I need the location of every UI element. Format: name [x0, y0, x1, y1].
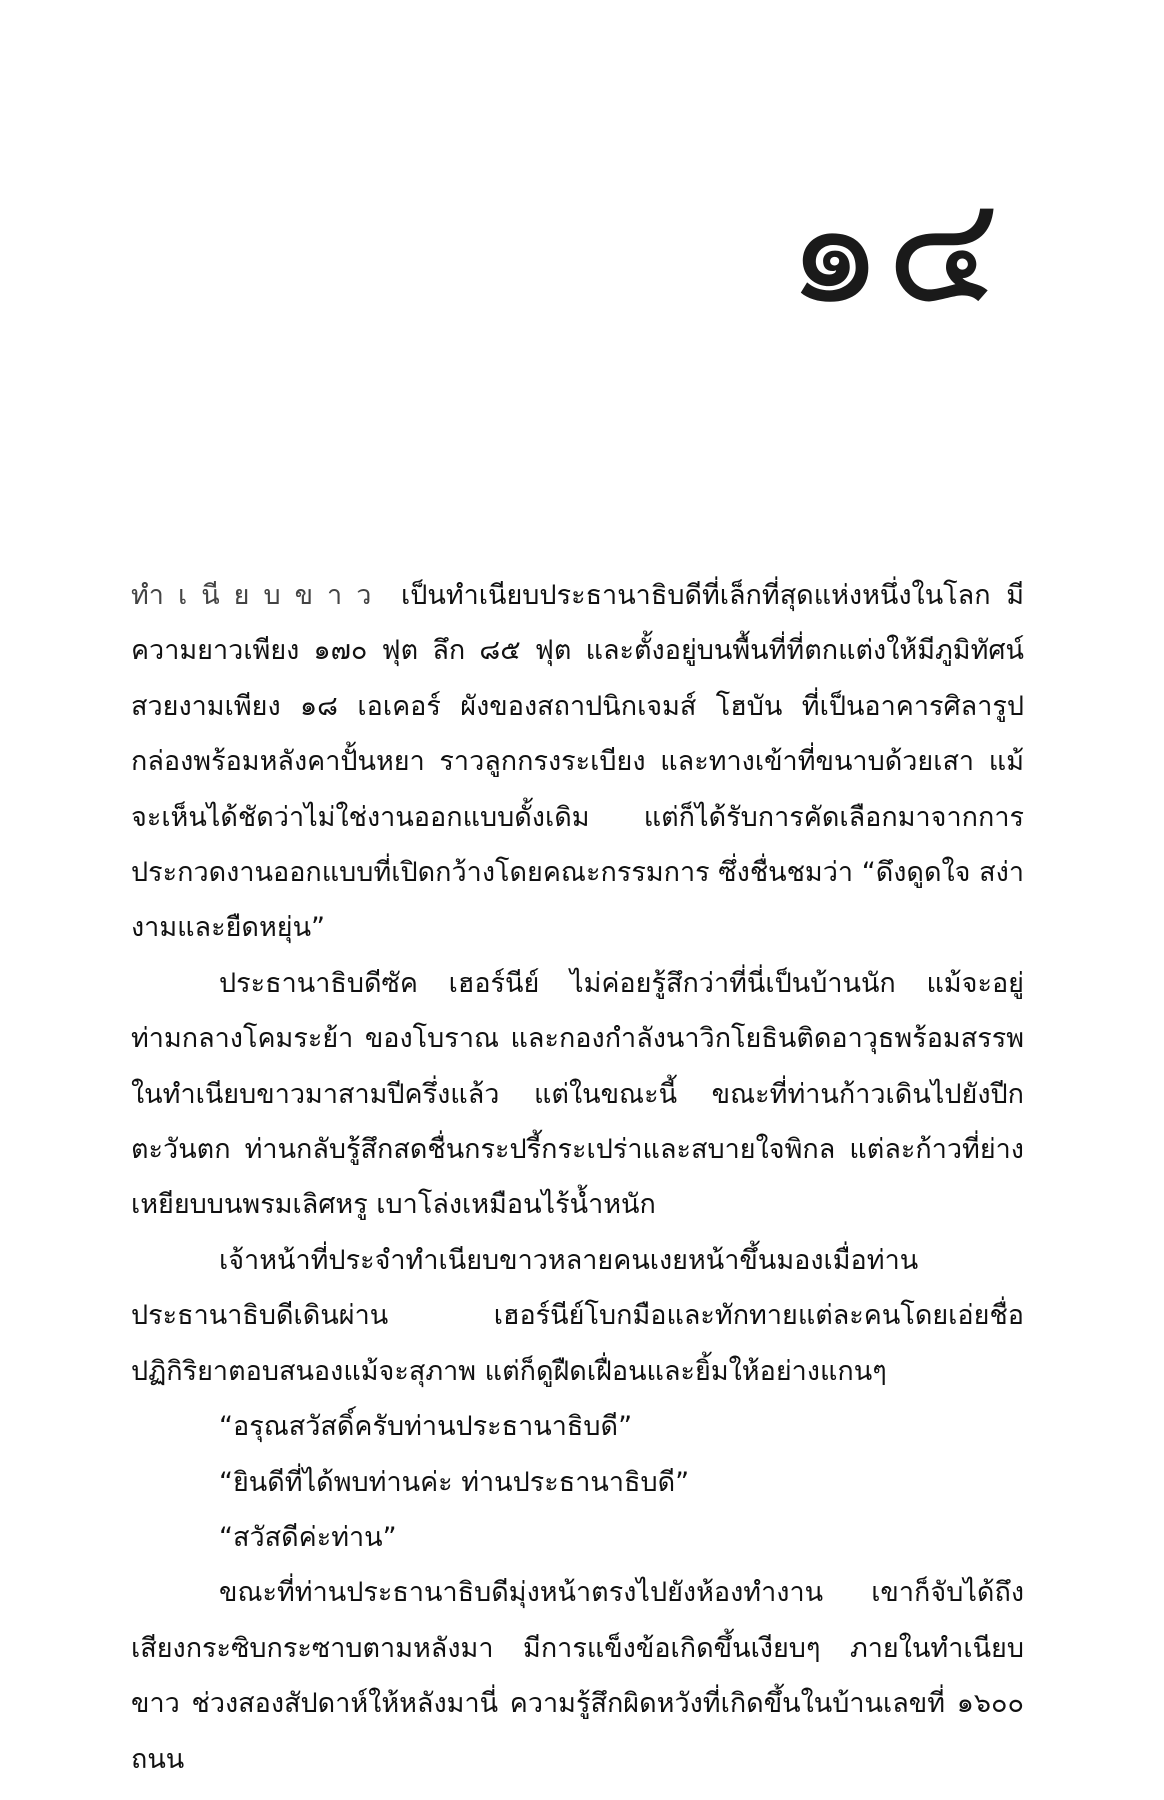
dialogue-line-2: “ยินดีที่ได้พบท่านค่ะ ท่านประธานาธิบดี” [219, 1466, 690, 1498]
lead-in-text: ทำเนียบขาว [131, 580, 386, 611]
dialogue-line-3: “สวัสดีค่ะท่าน” [219, 1521, 397, 1553]
paragraph-1-text: เป็นทำเนียบประธานาธิบดีที่เล็กที่สุดแห่งหนึ่งในโลก มีความยาวเพียง ๑๗๐ ฟุต ลึก ๘๕ ฟุต และตั้งอยู่บนพื้นที่ที่ตกแต่งให้มีภูมิทัศน์สวยงามเพียง ๑๘ เอเคอร์ ผังของสถาปนิกเจมส์ โฮบัน ที่เป็นอาคารศิลารูปกล่องพร้อมหลังคาปั้นหยา ราวลูกกรงระเบียง และทางเข้าที่ขนาบด้วยเสา แม้จะเห็นได้ชัดว่าไม่ใช่งานออกแบบดั้งเดิม แต่ก็ได้รับการคัดเลือกมาจากการประกวดงานออกแบบที่เปิดกว้างโดยคณะกรรมการ ซึ่งชื่นชมว่า “ดึงดูดใจ สง่างามและยืดหยุ่น” [131, 580, 1024, 944]
dialogue-line-1: “อรุณสวัสดิ์ครับท่านประธานาธิบดี” [219, 1411, 633, 1443]
chapter-number: ๑๔ [787, 163, 1004, 337]
paragraph-4: ขณะที่ท่านประธานาธิบดีมุ่งหน้าตรงไปยังห้องทำงาน เขาก็จับได้ถึงเสียงกระซิบกระซาบตามหลังมา มีการแข็งข้อเกิดขึ้นเงียบๆ ภายในทำเนียบขาว ช่วงสองสัปดาห์ให้หลังมานี่ ความรู้สึกผิดหวังที่เกิดขึ้นในบ้านเลขที่ ๑๖๐๐ ถนน [131, 1577, 1024, 1775]
paragraph-1 [131, 568, 1024, 956]
chapter-body [131, 568, 1024, 1787]
paragraph-3: เจ้าหน้าที่ประจำทำเนียบขาวหลายคนเงยหน้าขึ้นมองเมื่อท่านประธานาธิบดีเดินผ่าน เฮอร์นีย์โบกมือและทักทายแต่ละคนโดยเอ่ยชื่อ ปฏิกิริยาตอบสนองแม้จะสุภาพ แต่ก็ดูฝืดเฝื่อนและยิ้มให้อย่างแกนๆ [131, 1244, 1024, 1387]
paragraph-2: ประธานาธิบดีซัค เฮอร์นีย์ ไม่ค่อยรู้สึกว่าที่นี่เป็นบ้านนัก แม้จะอยู่ท่ามกลางโคมระย้า ของโบราณ และกองกำลังนาวิกโยธินติดอาวุธพร้อมสรรพในทำเนียบขาวมาสามปีครึ่งแล้ว แต่ในขณะนี้ ขณะที่ท่านก้าวเดินไปยังปีกตะวันตก ท่านกลับรู้สึกสดชื่นกระปรี้กระเปร่าและสบายใจพิกล แต่ละก้าวที่ย่างเหยียบบนพรมเลิศหรู เบาโล่งเหมือนไร้น้ำหนัก [131, 967, 1024, 1221]
